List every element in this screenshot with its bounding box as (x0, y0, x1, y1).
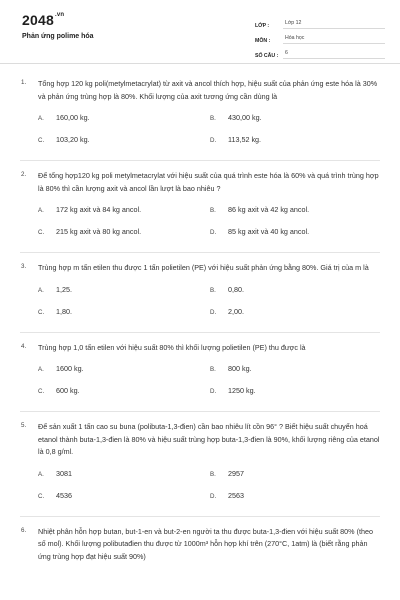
option-text: 215 kg axit và 80 kg ancol. (56, 227, 142, 236)
question-number: 3. (21, 263, 27, 270)
option-b[interactable] (210, 364, 382, 386)
option-letter: A. (38, 115, 44, 122)
meta-value: Hóa học (283, 35, 385, 44)
answer-options (38, 285, 380, 329)
option-text: 160,00 kg. (56, 113, 90, 122)
meta-label: SỐ CÂU : (255, 53, 279, 59)
question-number: 6. (21, 526, 27, 534)
option-letter: C. (38, 492, 45, 500)
option-text: 172 kg axit và 84 kg ancol. (56, 205, 142, 214)
meta-value: Lớp 12 (283, 20, 385, 29)
answer-options (38, 364, 380, 408)
meta-label: MÔN : (255, 38, 271, 44)
option-letter: B. (210, 286, 216, 294)
option-letter: A. (38, 470, 44, 478)
question-text: Tổng hợp 120 kg poli(metylmetacrylat) từ axit và ancol thích hợp, hiệu suất của phản ứng este hóa là 30% và phản ứng trùng hợp là 80%. Khối lượng của axit tương ứng cần dùng là (38, 79, 378, 101)
option-a[interactable] (38, 205, 210, 227)
answer-options (38, 469, 380, 513)
option-a[interactable] (38, 469, 210, 491)
option-letter: A. (38, 207, 44, 214)
option-letter: C. (38, 229, 45, 236)
question-number: 1. (21, 79, 27, 86)
option-d[interactable] (210, 227, 382, 249)
option-letter: A. (38, 286, 44, 294)
option-letter: A. (38, 366, 44, 373)
option-d[interactable] (210, 491, 382, 513)
question-number: 2. (21, 171, 27, 178)
option-letter: B. (210, 470, 216, 478)
option-letter: D. (210, 137, 217, 144)
meta-row-count (255, 44, 385, 59)
question-divider (20, 160, 380, 161)
option-b[interactable] (210, 205, 382, 227)
option-text: 86 kg axit và 42 kg ancol. (228, 205, 310, 214)
option-text: 430,00 kg. (228, 113, 262, 122)
option-c[interactable] (38, 227, 210, 249)
option-letter: D. (210, 308, 217, 316)
question-number: 4. (21, 342, 27, 350)
document-title: Phản ứng polime hóa (22, 33, 94, 40)
question-3 (0, 262, 400, 329)
option-letter: D. (210, 492, 217, 500)
option-d[interactable] (210, 135, 382, 157)
meta-label: LỚP : (255, 23, 270, 29)
question-number: 5. (21, 422, 27, 429)
option-a[interactable] (38, 113, 210, 135)
question-divider (20, 516, 380, 517)
option-text: 2563 (228, 490, 244, 500)
option-text: 600 kg. (56, 386, 80, 395)
option-letter: B. (210, 366, 216, 373)
option-letter: C. (38, 308, 45, 316)
option-letter: C. (38, 137, 45, 144)
option-c[interactable] (38, 491, 210, 513)
option-text: 0,80. (228, 284, 244, 294)
question-text: Trùng hợp 1,0 tấn etilen với hiệu suất 80% thì khối lượng polietilen (PE) thu được là (38, 342, 306, 352)
meta-row-class (255, 14, 385, 29)
logo-main: 2048 (22, 12, 54, 28)
option-c[interactable] (38, 135, 210, 157)
question-5 (0, 421, 400, 513)
page-header (0, 0, 400, 64)
site-logo[interactable] (22, 12, 64, 28)
option-text: 1,25. (56, 284, 72, 294)
question-text: Để tổng hợp120 kg poli metylmetacrylat với hiệu suất của quá trình este hóa là 60% và quá trình trùng hợp là 80% thì cần lượng axit và ancol lần lượt là bao nhiêu ? (38, 171, 379, 193)
option-text: 2957 (228, 468, 244, 478)
meta-value: 6 (283, 50, 385, 59)
option-b[interactable] (210, 469, 382, 491)
option-text: 113,52 kg. (228, 135, 262, 144)
option-d[interactable] (210, 307, 382, 329)
answer-options (38, 113, 380, 157)
question-text: Trùng hợp m tấn etilen thu được 1 tấn polietilen (PE) với hiệu suất phản ứng bằng 80%. Giá trị của m là (38, 263, 369, 272)
option-text: 103,20 kg. (56, 135, 90, 144)
question-divider (20, 332, 380, 333)
logo-suffix: .vn (54, 12, 65, 18)
option-text: 1,80. (56, 306, 72, 316)
option-text: 1600 kg. (56, 364, 84, 373)
option-d[interactable] (210, 386, 382, 408)
option-a[interactable] (38, 364, 210, 386)
option-letter: D. (210, 388, 217, 395)
question-divider (20, 252, 380, 253)
question-list (0, 64, 400, 563)
option-letter: D. (210, 229, 217, 236)
option-letter: B. (210, 115, 216, 122)
question-divider (20, 411, 380, 412)
question-4 (0, 342, 400, 409)
option-text: 800 kg. (228, 364, 252, 373)
option-letter: B. (210, 207, 216, 214)
question-1 (0, 78, 400, 157)
question-text: Để sản xuất 1 tấn cao su buna (polibuta-1,3-đien) cần bao nhiêu lít cồn 96° ? Biết hiệu suất chuyển hoá etanol thành buta-1,3-đien là 80% và hiệu suất trùng hợp buta-1,3-đien là 90%, khối lượng riêng của etanol là 0,8 g/ml. (38, 422, 380, 456)
option-letter: C. (38, 388, 45, 395)
option-text: 3081 (56, 468, 72, 478)
question-6 (0, 526, 400, 564)
option-a[interactable] (38, 285, 210, 307)
document-meta (255, 14, 385, 59)
option-b[interactable] (210, 285, 382, 307)
meta-row-subject (255, 29, 385, 44)
option-c[interactable] (38, 307, 210, 329)
question-2 (0, 170, 400, 249)
option-text: 85 kg axit và 40 kg ancol. (228, 227, 310, 236)
question-text: Nhiệt phân hỗn hợp butan, but-1-en và but-2-en người ta thu được buta-1,3-đien với hiệu suất 80% (theo số mol). Khối lượng polibutađien thu được từ 1000m³ hỗn hợp khí trên (270°C, 1atm) là (biết rằng phản ứng trùng hợp đạt hiệu suất 90%) (38, 526, 373, 561)
option-b[interactable] (210, 113, 382, 135)
option-text: 2,00. (228, 306, 244, 316)
option-c[interactable] (38, 386, 210, 408)
option-text: 1250 kg. (228, 386, 256, 395)
option-text: 4536 (56, 490, 72, 500)
answer-options (38, 205, 380, 249)
